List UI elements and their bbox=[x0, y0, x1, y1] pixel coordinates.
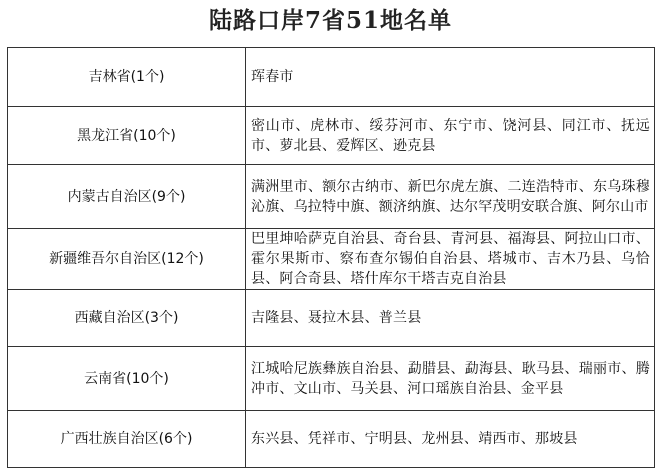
province-cell: 西藏自治区(3个) bbox=[8, 290, 246, 347]
table-row bbox=[8, 411, 655, 468]
province-cell: 广西壮族自治区(6个) bbox=[8, 411, 246, 468]
table-row bbox=[8, 290, 655, 347]
cities-cell: 满洲里市、额尔古纳市、新巴尔虎左旗、二连浩特市、东乌珠穆沁旗、乌拉特中旗、额济纳旗、达尔罕茂明安联合旗、阿尔山市 bbox=[246, 165, 655, 229]
cities-cell: 吉隆县、聂拉木县、普兰县 bbox=[246, 290, 655, 347]
ports-table bbox=[7, 47, 655, 468]
table-row bbox=[8, 347, 655, 411]
province-cell: 黑龙江省(10个) bbox=[8, 107, 246, 165]
province-cell: 内蒙古自治区(9个) bbox=[8, 165, 246, 229]
table-row bbox=[8, 107, 655, 165]
table-row bbox=[8, 165, 655, 229]
province-cell: 云南省(10个) bbox=[8, 347, 246, 411]
cities-cell: 江城哈尼族彝族自治县、勐腊县、勐海县、耿马县、瑞丽市、腾冲市、文山市、马关县、河口瑶族自治县、金平县 bbox=[246, 347, 655, 411]
cities-cell: 珲春市 bbox=[246, 48, 655, 107]
cities-cell: 巴里坤哈萨克自治县、奇台县、青河县、福海县、阿拉山口市、霍尔果斯市、察布查尔锡伯自治县、塔城市、吉木乃县、乌恰县、阿合奇县、塔什库尔干塔吉克自治县 bbox=[246, 229, 655, 290]
page-title: 陆路口岸7省51地名单 bbox=[208, 7, 452, 34]
cities-cell: 东兴县、凭祥市、宁明县、龙州县、靖西市、那坡县 bbox=[246, 411, 655, 468]
cities-cell: 密山市、虎林市、绥芬河市、东宁市、饶河县、同江市、抚远市、萝北县、爱辉区、逊克县 bbox=[246, 107, 655, 165]
province-cell: 新疆维吾尔自治区(12个) bbox=[8, 229, 246, 290]
table-row bbox=[8, 48, 655, 107]
table-row bbox=[8, 229, 655, 290]
province-cell: 吉林省(1个) bbox=[8, 48, 246, 107]
